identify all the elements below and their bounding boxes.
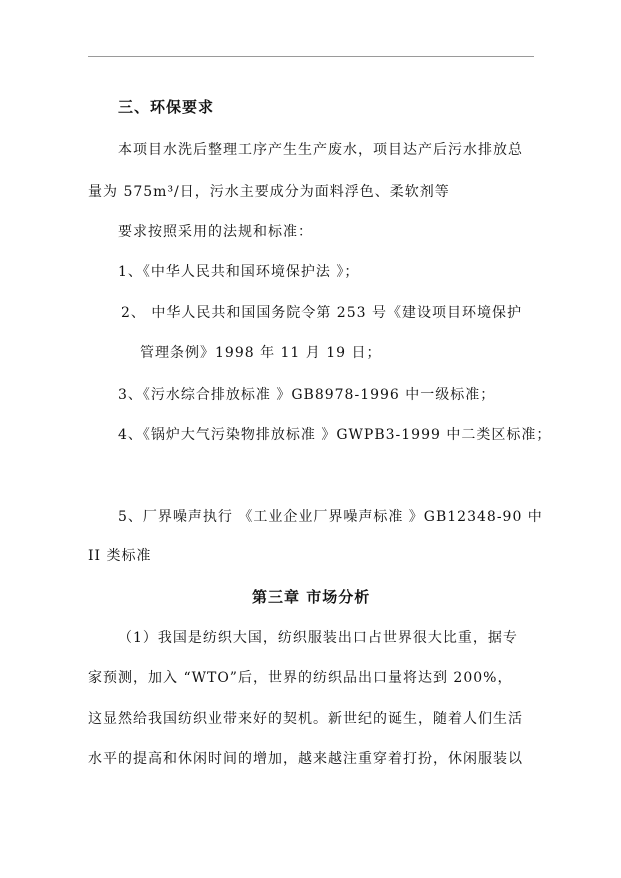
section-heading: 三、环保要求 [118, 98, 215, 116]
list-item-continuation: II 类标准 [88, 548, 152, 564]
paragraph-line: （1）我国是纺织大国，纺织服装出口占世界很大比重，据专 [118, 630, 518, 646]
header-rule [88, 56, 534, 57]
list-item: 1、《中华人民共和国环境保护法 》； [118, 264, 360, 280]
list-item: 5、厂界噪声执行 《工业企业厂界噪声标准 》GB12348-90 中 [118, 509, 543, 525]
intro-line: 要求按照采用的法规和标准： [118, 224, 313, 240]
list-item: 4、《锅炉大气污染物排放标准 》GWPB3-1999 中二类区标准； [118, 427, 552, 443]
chapter-title: 第三章 市场分析 [252, 588, 371, 606]
paragraph-line: 本项目水洗后整理工序产生生产废水，项目达产后污水排放总 [118, 142, 523, 158]
paragraph-line: 水平的提高和休闲时间的增加，越来越注重穿着打扮，休闲服装以 [88, 751, 523, 767]
list-item-continuation: 管理条例》1998 年 11 月 19 日； [140, 345, 382, 361]
list-item: 2、 中华人民共和国国务院令第 253 号《建设项目环境保护 [121, 305, 522, 321]
paragraph-line: 这显然给我国纺织业带来好的契机。新世纪的诞生，随着人们生活 [88, 711, 523, 727]
paragraph-line: 量为 575m³/日，污水主要成分为面料浮色、柔软剂等 [88, 184, 450, 200]
paragraph-line: 家预测，加入 “WTO”后，世界的纺织品出口量将达到 200%， [88, 670, 513, 686]
list-item: 3、《污水综合排放标准 》GB8978-1996 中一级标准； [118, 387, 496, 403]
